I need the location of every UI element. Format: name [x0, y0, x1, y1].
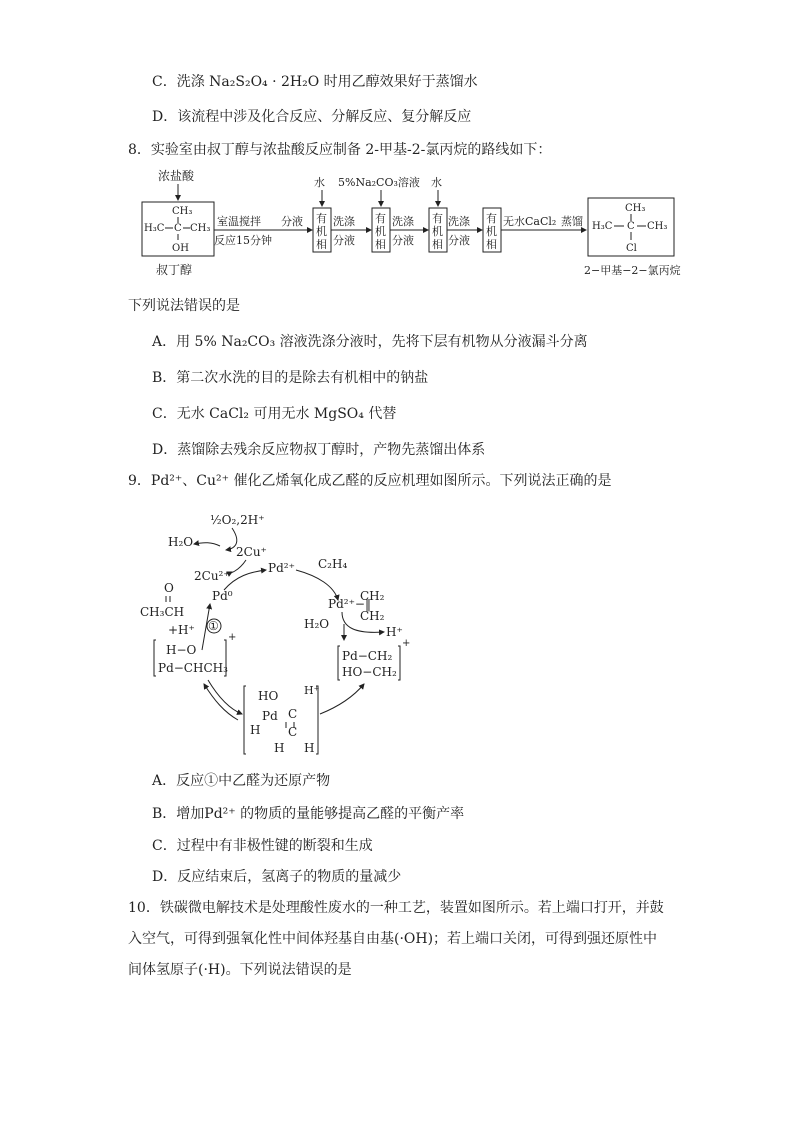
q9-option-a: A．反应①中乙醛为还原产物	[152, 773, 331, 789]
svg-text:机: 机	[316, 225, 327, 238]
svg-text:H: H	[274, 741, 285, 755]
q8-option-c: C．无水 CaCl₂ 可用无水 MgSO₄ 代替	[152, 406, 397, 422]
svg-text:C: C	[288, 725, 298, 739]
svg-text:洗涤: 洗涤	[392, 215, 414, 228]
svg-text:水: 水	[314, 176, 325, 189]
svg-text:分液: 分液	[448, 234, 470, 247]
svg-text:有: 有	[316, 212, 327, 225]
svg-text:Pd²⁺−‖: Pd²⁺−‖	[328, 597, 371, 611]
svg-text:+: +	[402, 638, 411, 649]
svg-text:Pd: Pd	[262, 709, 278, 723]
q7-option-d: D．该流程中涉及化合反应、分解反应、复分解反应	[152, 109, 472, 125]
q7-option-c: C．洗涤 Na₂S₂O₄ · 2H₂O 时用乙醇效果好于蒸馏水	[152, 74, 478, 90]
svg-text:有: 有	[432, 212, 443, 225]
svg-text:HO: HO	[258, 689, 279, 703]
svg-text:分液: 分液	[392, 234, 414, 247]
svg-text:蒸馏: 蒸馏	[561, 215, 583, 228]
svg-text:H₂O: H₂O	[304, 617, 330, 631]
svg-text:C: C	[288, 707, 298, 721]
svg-text:机: 机	[375, 225, 386, 238]
q9-option-c: C．过程中有非极性键的断裂和生成	[152, 838, 373, 854]
q9-option-d: D．反应结束后，氢离子的物质的量减少	[152, 869, 402, 885]
svg-text:H: H	[250, 723, 261, 737]
reagent-hcl: 浓盐酸	[158, 169, 195, 183]
svg-text:H: H	[304, 741, 315, 755]
svg-text:相: 相	[432, 238, 443, 251]
svg-text:H⁺: H⁺	[386, 625, 403, 639]
svg-text:½O₂,2H⁺: ½O₂,2H⁺	[210, 513, 265, 527]
q9-mechanism-diagram	[128, 500, 428, 762]
product-label: 2−甲基−2−氯丙烷	[584, 264, 681, 277]
svg-text:无水CaCl₂: 无水CaCl₂	[503, 215, 557, 228]
svg-text:相: 相	[486, 238, 497, 251]
svg-text:有: 有	[486, 212, 497, 225]
svg-text:5%Na₂CO₃溶液: 5%Na₂CO₃溶液	[338, 176, 420, 189]
svg-text:CH₃CH: CH₃CH	[140, 605, 185, 619]
svg-text:CH₂: CH₂	[360, 609, 385, 623]
svg-text:CH₂: CH₂	[360, 589, 385, 603]
q9-stem: 9．Pd²⁺、Cu²⁺ 催化乙烯氧化成乙醛的反应机理如图所示。下列说法正确的是	[128, 473, 612, 489]
svg-text:机: 机	[432, 225, 443, 238]
svg-text:相: 相	[375, 238, 386, 251]
svg-text:Pd²⁺: Pd²⁺	[268, 561, 295, 575]
svg-text:Cl: Cl	[626, 243, 637, 254]
q8-flow-diagram	[128, 166, 688, 282]
svg-text:机: 机	[486, 225, 497, 238]
svg-text:C: C	[174, 223, 182, 234]
svg-text:CH₃: CH₃	[647, 221, 668, 232]
svg-text:O: O	[164, 581, 174, 595]
svg-text:Pd⁰: Pd⁰	[212, 589, 233, 603]
svg-text:洗涤: 洗涤	[333, 215, 355, 228]
q10-line3: 间体氢原子(·H)。下列说法错误的是	[128, 962, 352, 978]
svg-text:2Cu⁺: 2Cu⁺	[236, 545, 267, 559]
svg-text:2Cu²⁺: 2Cu²⁺	[194, 569, 230, 583]
svg-text:Pd−CH₂: Pd−CH₂	[342, 649, 393, 663]
q8-prompt: 下列说法错误的是	[128, 298, 240, 314]
q8-option-a: A．用 5% Na₂CO₃ 溶液洗涤分液时，先将下层有机物从分液漏斗分离	[152, 334, 588, 350]
svg-text:H⁺: H⁺	[304, 684, 320, 697]
svg-text:CH₃: CH₃	[190, 223, 211, 234]
svg-text:分液: 分液	[333, 234, 355, 247]
svg-text:OH: OH	[172, 243, 189, 254]
svg-text:H−O: H−O	[166, 643, 197, 657]
svg-text:+H⁺: +H⁺	[168, 623, 195, 637]
svg-text:C₂H₄: C₂H₄	[318, 557, 348, 571]
svg-text:洗涤: 洗涤	[448, 215, 470, 228]
svg-text:+: +	[228, 632, 237, 643]
svg-text:相: 相	[316, 238, 327, 251]
q9-option-b: B．增加Pd²⁺ 的物质的量能够提高乙醛的平衡产率	[152, 806, 465, 822]
svg-text:分液: 分液	[281, 215, 303, 228]
svg-text:反应15分钟: 反应15分钟	[214, 234, 272, 247]
svg-text:Pd−CHCH₃: Pd−CHCH₃	[158, 661, 228, 675]
svg-text:有: 有	[375, 212, 386, 225]
svg-text:C: C	[627, 221, 635, 232]
q10-line2: 入空气，可得到强氧化性中间体羟基自由基(·OH)；若上端口关闭，可得到强还原性中	[128, 931, 658, 947]
svg-text:H₂O: H₂O	[168, 535, 194, 549]
q10-line1: 10．铁碳微电解技术是处理酸性废水的一种工艺，装置如图所示。若上端口打开，并鼓	[128, 900, 664, 916]
svg-text:HO−CH₂: HO−CH₂	[342, 665, 397, 679]
q8-stem: 8．实验室由叔丁醇与浓盐酸反应制备 2-甲基-2-氯丙烷的路线如下：	[128, 142, 552, 158]
svg-text:CH₃: CH₃	[172, 206, 193, 217]
svg-text:室温搅拌: 室温搅拌	[217, 215, 261, 228]
svg-text:H₃C: H₃C	[144, 223, 165, 234]
svg-text:①: ①	[208, 619, 219, 633]
svg-text:水: 水	[431, 176, 442, 189]
svg-text:CH₃: CH₃	[625, 203, 646, 214]
q8-option-b: B．第二次水洗的目的是除去有机相中的钠盐	[152, 370, 429, 386]
start-label: 叔丁醇	[156, 263, 193, 277]
svg-text:H₃C: H₃C	[592, 221, 613, 232]
q8-option-d: D．蒸馏除去残余反应物叔丁醇时，产物先蒸馏出体系	[152, 442, 486, 458]
